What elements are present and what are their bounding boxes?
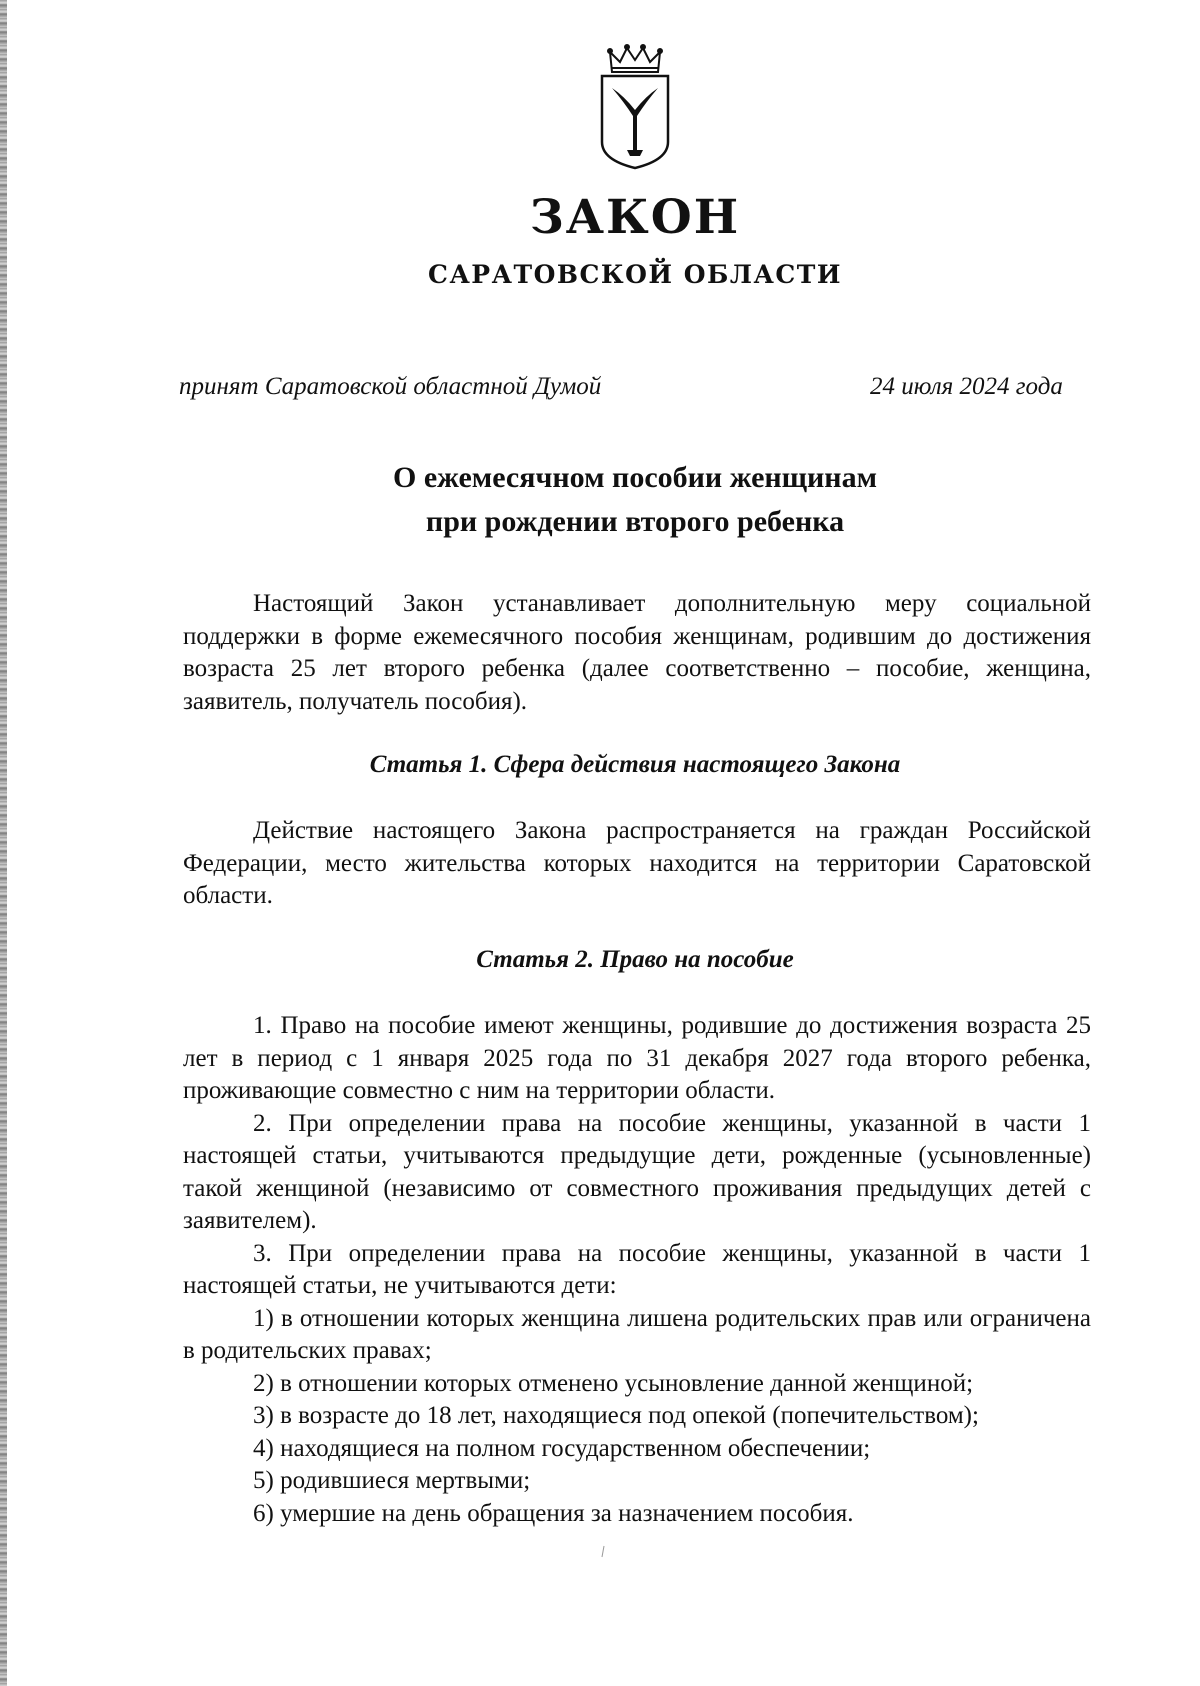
article-1-text: Действие настоящего Закона распространяется на граждан Российской Федерации, место жительства которых находится на территории Саратовской области.	[183, 817, 1091, 909]
shield-icon	[602, 76, 668, 168]
doc-type-title: ЗАКОН	[529, 190, 741, 245]
law-title	[180, 456, 1090, 544]
law-title-line-1: О ежемесячном пособии женщинам	[392, 461, 877, 494]
article-2-heading: Статья 2. Право на пособие	[476, 946, 794, 973]
article-2-item-4: 4) находящиеся на полном государственном обеспечении;	[253, 1434, 871, 1462]
adopted-by: принят Саратовской областной Думой	[179, 373, 602, 400]
coat-of-arms-emblem	[596, 44, 674, 170]
article-2-item-5: 5) родившиеся мертвыми;	[253, 1467, 531, 1494]
article-1-body	[183, 815, 1091, 913]
article-2-item-6: 6) умершие на день обращения за назначением пособия.	[253, 1499, 854, 1527]
adoption-date: 24 июля 2024 года	[870, 373, 1063, 400]
article-2-part-1: 1. Право на пособие имеют женщины, родившие до достижения возраста 25 лет в период с 1 января 2025 года по 31 декабря 2027 года второго ребенка, проживающие совместно с ним на территории области.	[183, 1012, 1091, 1104]
article-2-item-1: 1) в отношении которых женщина лишена родительских прав или ограничена в родительских правах;	[183, 1304, 1091, 1364]
scan-edge	[0, 0, 7, 1686]
article-2-item-3: 3) в возрасте до 18 лет, находящиеся под опекой (попечительством);	[253, 1402, 979, 1429]
article-2-part-2: 2. При определении права на пособие женщины, указанной в части 1 настоящей статьи, учитываются предыдущие дети, рожденные (усыновленные) такой женщиной (независимо от совместного проживания предыдущих детей с заявителем).	[183, 1109, 1091, 1234]
crown-icon	[608, 45, 662, 72]
scan-speck	[600, 1545, 606, 1559]
preamble	[183, 588, 1091, 718]
law-title-line-2: при рождении второго ребенка	[425, 505, 845, 538]
article-2-item-2: 2) в отношении которых отменено усыновление данной женщиной;	[253, 1369, 974, 1397]
preamble-text: Настоящий Закон устанавливает дополнительную меру социальной поддержки в форме ежемесячного пособия женщинам, родившим до достижения возраста 25 лет второго ребенка (далее соответственно – пособие, женщина, заявитель, получатель пособия).	[183, 590, 1091, 715]
region-subtitle: САРАТОВСКОЙ ОБЛАСТИ	[428, 260, 842, 289]
article-2-part-3: 3. При определении права на пособие женщины, указанной в части 1 настоящей статьи, не учитываются дети:	[183, 1239, 1091, 1299]
article-2-body	[183, 1010, 1091, 1530]
article-1-heading: Статья 1. Сфера действия настоящего Закона	[369, 751, 901, 778]
